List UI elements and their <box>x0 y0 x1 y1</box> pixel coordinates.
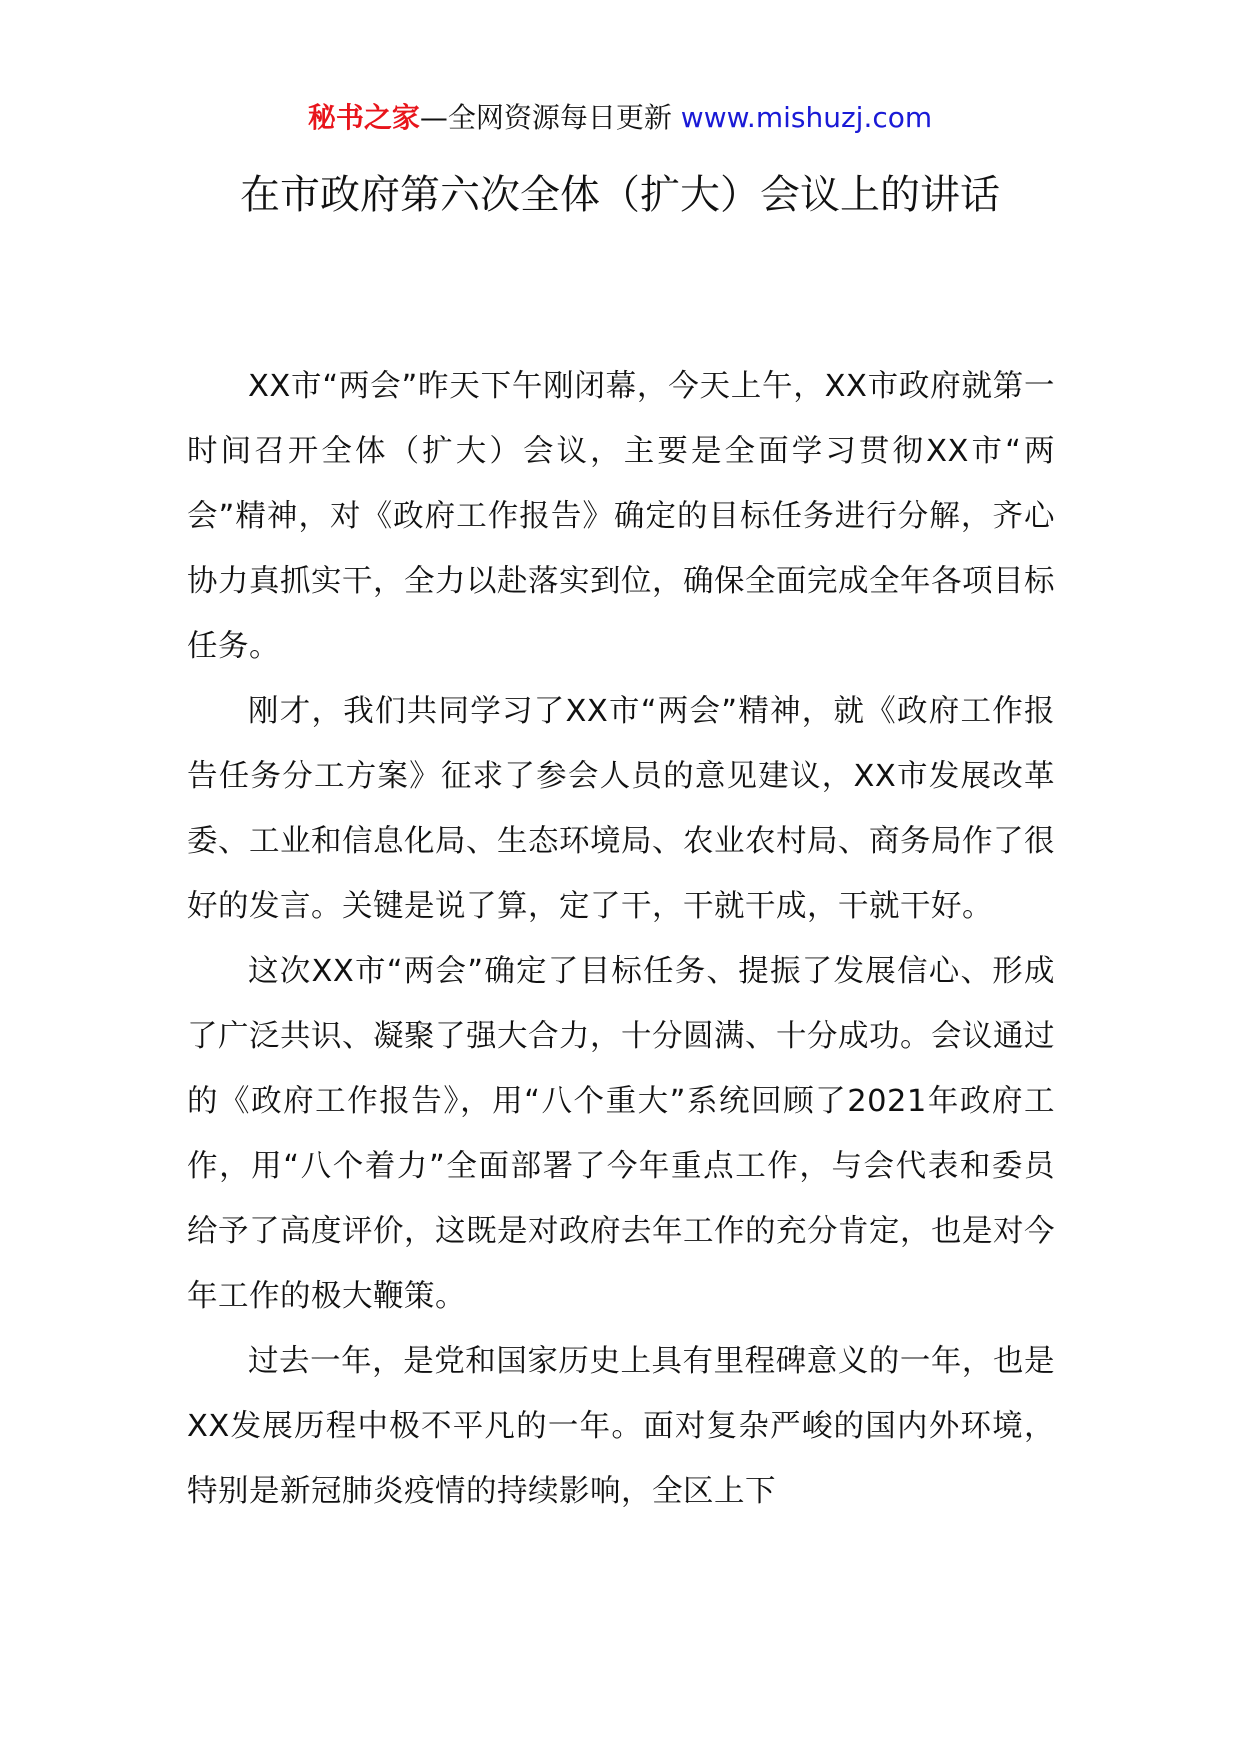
website-link[interactable]: www.mishuzj.com <box>680 101 933 134</box>
site-banner <box>0 98 1240 138</box>
banner-tagline: —全网资源每日更新 <box>419 101 672 134</box>
paragraph: 过去一年，是党和国家历史上具有里程碑意义的一年，也是XX发展历程中极不平凡的一年。面对复杂严峻的国内外环境，特别是新冠肺炎疫情的持续影响，全区上下 <box>187 1344 1055 1509</box>
document-body <box>187 354 1055 1524</box>
brand-name: 秘书之家 <box>307 101 420 134</box>
paragraph: 刚才，我们共同学习了XX市“两会”精神，就《政府工作报告任务分工方案》征求了参会人员的意见建议，XX市发展改革委、工业和信息化局、生态环境局、农业农村局、商务局作了很好的发言。关键是说了算，定了干，干就干成，干就干好。 <box>187 694 1055 924</box>
paragraph: 这次XX市“两会”确定了目标任务、提振了发展信心、形成了广泛共识、凝聚了强大合力，十分圆满、十分成功。会议通过的《政府工作报告》，用“八个重大”系统回顾了2021年政府工作，用“八个着力”全面部署了今年重点工作，与会代表和委员给予了高度评价，这既是对政府去年工作的充分肯定，也是对今年工作的极大鞭策。 <box>187 954 1055 1314</box>
paragraph: XX市“两会”昨天下午刚闭幕，今天上午，XX市政府就第一时间召开全体（扩大）会议，主要是全面学习贯彻XX市“两会”精神，对《政府工作报告》确定的目标任务进行分解，齐心协力真抓实干，全力以赴落实到位，确保全面完成全年各项目标任务。 <box>187 369 1055 664</box>
document-title: 在市政府第六次全体（扩大）会议上的讲话 <box>240 172 1000 218</box>
